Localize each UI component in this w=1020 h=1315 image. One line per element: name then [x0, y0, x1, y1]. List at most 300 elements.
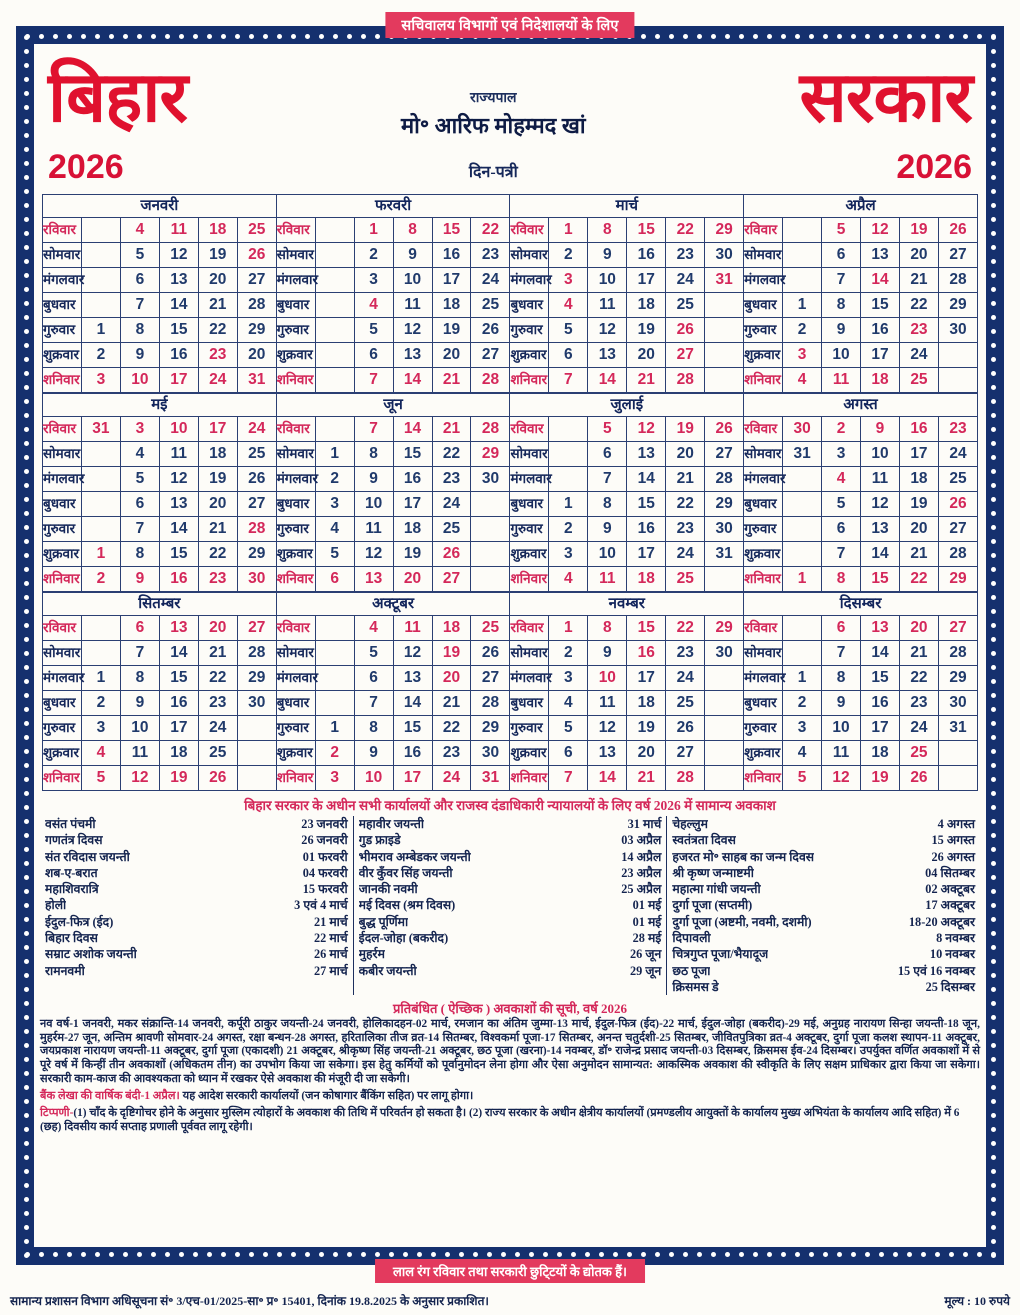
calendar-cell: 9 — [393, 243, 432, 268]
frame-dot — [291, 34, 296, 39]
calendar-cell: 28 — [237, 293, 276, 318]
calendar-cell-empty — [783, 517, 822, 542]
frame-dot — [991, 1197, 996, 1202]
calendar-cell: 1 — [315, 716, 354, 741]
holiday-name: चेहल्लुम — [672, 817, 708, 831]
calendar-cell: 22 — [198, 318, 237, 343]
frame-dot — [151, 34, 156, 39]
title-sarkar: सरकार — [799, 60, 972, 137]
calendar-cell: 12 — [588, 716, 627, 741]
calendar-cell: 28 — [471, 417, 510, 442]
calendar-cell: 28 — [666, 368, 705, 393]
day-label-रविवार: रविवार — [744, 616, 783, 641]
calendar-cell: 14 — [861, 542, 900, 567]
calendar-cell: 24 — [471, 268, 510, 293]
frame-dot — [24, 273, 29, 278]
calendar-cell: 26 — [666, 318, 705, 343]
calendar-cell: 1 — [81, 542, 120, 567]
title-bihar: बिहार — [48, 60, 188, 137]
day-label-रविवार: रविवार — [744, 417, 783, 442]
frame-dot — [165, 1252, 170, 1257]
tippani-label: टिप्पणी- — [40, 1107, 74, 1120]
holiday-name: मई दिवस (श्रम दिवस) — [358, 898, 456, 913]
day-label-सोमवार: सोमवार — [43, 442, 82, 467]
frame-dot — [991, 1043, 996, 1048]
calendar-cell: 11 — [588, 691, 627, 716]
calendar-cell: 1 — [783, 293, 822, 318]
calendar-cell: 23 — [432, 467, 471, 492]
frame-dot — [24, 973, 29, 978]
holiday-row — [672, 816, 975, 832]
holiday-row — [45, 832, 348, 848]
frame-dot — [24, 749, 29, 754]
frame-dot — [24, 847, 29, 852]
calendar-cell: 7 — [549, 766, 588, 791]
day-label-शनिवार: शनिवार — [744, 368, 783, 393]
calendar-cell: 12 — [393, 318, 432, 343]
frame-dot — [361, 34, 366, 39]
frame-dot — [991, 63, 996, 68]
frame-dot — [24, 371, 29, 376]
frame-dot — [24, 1155, 29, 1160]
calendar-cell: 26 — [198, 766, 237, 791]
calendar-cell: 21 — [432, 691, 471, 716]
calendar-cell-empty — [315, 666, 354, 691]
frame-dot — [123, 34, 128, 39]
calendar-cell-empty — [315, 268, 354, 293]
calendar-cell: 30 — [938, 318, 977, 343]
calendar-cell: 1 — [783, 666, 822, 691]
calendar-cell-empty — [81, 442, 120, 467]
calendar-cell-empty — [315, 641, 354, 666]
frame-dot — [991, 693, 996, 698]
calendar-cell: 13 — [393, 343, 432, 368]
day-label-रविवार: रविवार — [510, 616, 549, 641]
calendar-cell-empty — [81, 467, 120, 492]
day-label-शुक्रवार: शुक्रवार — [744, 542, 783, 567]
frame-dot — [991, 357, 996, 362]
calendar-cell: 15 — [861, 666, 900, 691]
month-name-मई: मई — [43, 394, 277, 417]
calendar-cell-empty — [471, 542, 510, 567]
frame-dot — [207, 1252, 212, 1257]
day-label-शनिवार: शनिवार — [510, 567, 549, 592]
frame-dot — [725, 1252, 730, 1257]
frame-dot — [991, 469, 996, 474]
calendar-cell: 17 — [861, 343, 900, 368]
bank-note — [34, 1089, 986, 1103]
holiday-date: 10 नवम्बर — [929, 947, 976, 962]
calendar-row — [43, 293, 978, 318]
frame-dot — [725, 34, 730, 39]
calendar-cell: 6 — [315, 567, 354, 592]
holiday-name: सम्राट अशोक जयन्ती — [45, 947, 137, 962]
frame-dot — [991, 343, 996, 348]
calendar-cell: 12 — [861, 492, 900, 517]
holiday-row — [672, 865, 975, 881]
frame-dot — [683, 34, 688, 39]
frame-dot — [991, 987, 996, 992]
calendar-cell: 22 — [198, 666, 237, 691]
calendar-cell: 22 — [899, 293, 938, 318]
calendar-cell: 2 — [822, 417, 861, 442]
calendar-cell: 18 — [393, 517, 432, 542]
page-subtitle: दिन-पत्री — [468, 164, 518, 181]
calendar-cell: 15 — [861, 293, 900, 318]
calendar-cell: 23 — [899, 691, 938, 716]
holiday-date: 29 जून — [630, 963, 662, 978]
calendar-cell: 2 — [315, 741, 354, 766]
calendar-cell: 5 — [120, 243, 159, 268]
day-label-बुधवार: बुधवार — [744, 293, 783, 318]
calendar-cell: 28 — [471, 691, 510, 716]
frame-dot — [333, 34, 338, 39]
holiday-row — [45, 816, 348, 832]
calendar-cell: 7 — [354, 417, 393, 442]
calendar-cell-empty — [549, 467, 588, 492]
holiday-row — [359, 897, 662, 913]
day-label-बुधवार: बुधवार — [276, 293, 315, 318]
calendar-cell: 20 — [432, 343, 471, 368]
holiday-name: हजरत मो॰ साहब का जन्म दिवस — [672, 849, 815, 864]
day-label-गुरुवार: गुरुवार — [43, 318, 82, 343]
frame-dot — [24, 735, 29, 740]
frame-dot — [655, 34, 660, 39]
frame-dot — [24, 1043, 29, 1048]
calendar-cell: 9 — [588, 243, 627, 268]
frame-dot — [851, 34, 856, 39]
day-label-सोमवार: सोमवार — [276, 442, 315, 467]
frame-dot — [389, 1252, 394, 1257]
calendar-cell: 15 — [159, 318, 198, 343]
year-right: 2026 — [896, 148, 972, 186]
calendar-cell: 17 — [627, 666, 666, 691]
calendar-cell: 10 — [822, 343, 861, 368]
calendar-row — [43, 616, 978, 641]
calendar-row — [43, 691, 978, 716]
calendar-cell: 3 — [549, 542, 588, 567]
calendar-cell: 2 — [783, 691, 822, 716]
calendar-cell: 22 — [899, 567, 938, 592]
day-label-शुक्रवार: शुक्रवार — [744, 741, 783, 766]
frame-dot — [24, 231, 29, 236]
holiday-name: शब-ए-बरात — [45, 865, 98, 880]
frame-dot — [277, 34, 282, 39]
calendar-cell: 3 — [315, 492, 354, 517]
calendar-cell: 13 — [393, 666, 432, 691]
frame-dot — [24, 875, 29, 880]
holiday-name: महावीर जयन्ती — [358, 817, 425, 831]
frame-dot — [24, 609, 29, 614]
frame-dot — [459, 1252, 464, 1257]
frame-dot — [991, 259, 996, 264]
calendar-cell: 26 — [471, 318, 510, 343]
holiday-name: ईदुल-फित्र (ईद) — [45, 914, 114, 929]
calendar-cell-empty — [549, 442, 588, 467]
calendar-cell: 2 — [315, 467, 354, 492]
month-name-जनवरी: जनवरी — [43, 195, 277, 218]
calendar-cell: 21 — [627, 766, 666, 791]
calendar-cell: 1 — [81, 318, 120, 343]
holiday-date: 15 अगस्त — [931, 833, 976, 848]
calendar-cell-empty — [315, 616, 354, 641]
frame-dot — [24, 1127, 29, 1132]
calendar-cell: 20 — [899, 517, 938, 542]
day-label-गुरुवार: गुरुवार — [276, 517, 315, 542]
frame-dot — [24, 651, 29, 656]
calendar-cell: 18 — [198, 442, 237, 467]
calendar-cell: 1 — [81, 666, 120, 691]
calendar-cell: 14 — [861, 268, 900, 293]
calendar-cell: 16 — [159, 343, 198, 368]
holidays-title: बिहार सरकार के अधीन सभी कार्यालयों और राजस्व दंडाधिकारी न्यायालयों के लिए वर्ष 2026 में सामान्य अवकाश — [244, 798, 776, 813]
day-label-बुधवार: बुधवार — [43, 691, 82, 716]
day-label-मंगलवार: मंगलवार — [510, 268, 549, 293]
calendar-cell: 7 — [120, 293, 159, 318]
frame-dot — [319, 1252, 324, 1257]
day-label-सोमवार: सोमवार — [510, 442, 549, 467]
calendar-cell: 19 — [627, 716, 666, 741]
calendar-cell: 16 — [899, 417, 938, 442]
frame-dot — [179, 34, 184, 39]
calendar-cell: 9 — [822, 318, 861, 343]
frame-dot — [24, 1253, 29, 1258]
frame-dot — [991, 1099, 996, 1104]
day-label-रविवार: रविवार — [744, 218, 783, 243]
day-label-शनिवार: शनिवार — [43, 567, 82, 592]
calendar-cell: 4 — [822, 467, 861, 492]
calendar-cell: 13 — [159, 616, 198, 641]
day-label-सोमवार: सोमवार — [276, 243, 315, 268]
calendar-cell: 21 — [666, 467, 705, 492]
day-label-शुक्रवार: शुक्रवार — [744, 343, 783, 368]
calendar-cell: 28 — [705, 467, 744, 492]
calendar-cell: 24 — [432, 492, 471, 517]
calendar-cell: 27 — [666, 741, 705, 766]
frame-dot — [24, 119, 29, 124]
frame-dot — [24, 861, 29, 866]
calendar-cell: 16 — [432, 243, 471, 268]
calendar-cell: 4 — [354, 616, 393, 641]
frame-dot — [991, 791, 996, 796]
calendar-cell: 20 — [899, 616, 938, 641]
frame-dot — [991, 287, 996, 292]
calendar-cell: 28 — [666, 766, 705, 791]
frame-dot — [991, 413, 996, 418]
calendar-cell: 23 — [198, 567, 237, 592]
frame-dot — [991, 231, 996, 236]
frame-dot — [879, 1252, 884, 1257]
frame-dot — [991, 833, 996, 838]
frame-dot — [24, 707, 29, 712]
day-label-सोमवार: सोमवार — [510, 243, 549, 268]
calendar-row — [43, 517, 978, 542]
frame-dot — [543, 1252, 548, 1257]
governor-block — [201, 66, 785, 182]
calendar-cell: 15 — [159, 666, 198, 691]
day-label-रविवार: रविवार — [510, 218, 549, 243]
frame-dot — [991, 763, 996, 768]
calendar-cell: 22 — [666, 218, 705, 243]
calendar-cell: 17 — [393, 492, 432, 517]
calendar-cell-empty — [471, 517, 510, 542]
calendar-cell: 20 — [198, 616, 237, 641]
frame-dot — [935, 1252, 940, 1257]
frame-dot — [333, 1252, 338, 1257]
frame-dot — [991, 749, 996, 754]
calendar-cell: 19 — [198, 467, 237, 492]
calendar-cell: 19 — [666, 417, 705, 442]
calendar-cell: 11 — [120, 741, 159, 766]
calendar-cell: 20 — [198, 268, 237, 293]
holidays-columns — [34, 816, 986, 995]
calendar-cell: 25 — [666, 567, 705, 592]
calendar-cell: 14 — [627, 467, 666, 492]
frame-dot — [711, 34, 716, 39]
header-ribbon: सचिवालय विभागों एवं निदेशालयों के लिए — [385, 12, 634, 38]
calendar-cell-empty — [81, 293, 120, 318]
calendar-cell: 26 — [237, 243, 276, 268]
frame-dot — [991, 805, 996, 810]
calendar-cell: 5 — [81, 766, 120, 791]
holiday-row — [672, 963, 975, 979]
calendar-cell: 15 — [627, 218, 666, 243]
frame-dot — [249, 1252, 254, 1257]
decorative-frame — [16, 26, 1004, 1265]
holiday-date: 25 दिसम्बर — [925, 979, 976, 994]
calendar-quarter-2 — [42, 393, 978, 592]
calendar-cell: 11 — [822, 368, 861, 393]
frame-dot — [24, 329, 29, 334]
holiday-name: जानकी नवमी — [358, 882, 418, 897]
frame-dot — [991, 511, 996, 516]
calendar-cell: 8 — [822, 666, 861, 691]
frame-dot — [53, 1252, 58, 1257]
frame-dot — [991, 399, 996, 404]
calendar-cell: 21 — [627, 368, 666, 393]
frame-dot — [781, 34, 786, 39]
frame-dot — [179, 1252, 184, 1257]
calendar-cell: 10 — [861, 442, 900, 467]
frame-dot — [795, 1252, 800, 1257]
day-label-शनिवार: शनिवार — [744, 567, 783, 592]
frame-dot — [375, 1252, 380, 1257]
calendar-cell: 15 — [627, 616, 666, 641]
calendar-cell: 25 — [237, 218, 276, 243]
frame-dot — [137, 34, 142, 39]
calendar-cell: 13 — [627, 442, 666, 467]
day-label-बुधवार: बुधवार — [43, 492, 82, 517]
calendar-cell: 31 — [471, 766, 510, 791]
holiday-row — [672, 897, 975, 913]
calendar-cell: 16 — [393, 467, 432, 492]
calendar-cell: 27 — [432, 567, 471, 592]
frame-dot — [24, 679, 29, 684]
frame-dot — [949, 34, 954, 39]
holiday-date: 22 मार्च — [313, 931, 348, 946]
tippani-text: (1) चाँद के दृष्टिगोचर होने के अनुसार मुस्लिम त्योहारों के अवकाश की तिथि में परिवर्तन हो सकता है। (2) राज्य सरकार के अधीन क्षेत्रीय कार्यालयों (प्रमण्डलीय आयुक्तों के कार्यालय मुख्य अभियंता के कार्यालय आदि सहित) में 6 (छह) दिवसीय कार्य सप्ताह प्रणाली पूर्ववत लागू रहेगी। — [40, 1107, 960, 1134]
calendar-cell: 5 — [822, 492, 861, 517]
calendar-cell: 9 — [354, 467, 393, 492]
calendar-cell: 18 — [861, 741, 900, 766]
day-label-रविवार: रविवार — [43, 218, 82, 243]
frame-dot — [24, 133, 29, 138]
calendar-cell: 15 — [159, 542, 198, 567]
frame-dot — [263, 1252, 268, 1257]
holiday-name: महाशिवरात्रि — [45, 882, 99, 897]
calendar-cell: 5 — [588, 417, 627, 442]
frame-dot — [991, 105, 996, 110]
holiday-date: 21 मार्च — [313, 914, 348, 929]
frame-dot — [991, 1071, 996, 1076]
calendar-cell: 1 — [354, 218, 393, 243]
frame-dot — [991, 217, 996, 222]
calendar-cell: 15 — [627, 492, 666, 517]
calendar-grids — [34, 194, 986, 791]
frame-dot — [991, 1155, 996, 1160]
frame-dot — [991, 819, 996, 824]
calendar-cell: 4 — [549, 691, 588, 716]
frame-dot — [991, 665, 996, 670]
holiday-name: संत रविदास जयन्ती — [45, 849, 130, 864]
calendar-cell: 9 — [822, 691, 861, 716]
frame-dot — [991, 371, 996, 376]
day-label-मंगलवार: मंगलवार — [744, 666, 783, 691]
frame-dot — [24, 637, 29, 642]
frame-dot — [613, 1252, 618, 1257]
calendar-cell: 25 — [198, 741, 237, 766]
day-label-गुरुवार: गुरुवार — [744, 318, 783, 343]
frame-dot — [669, 34, 674, 39]
holiday-row — [359, 963, 662, 979]
calendar-cell: 30 — [471, 741, 510, 766]
day-label-मंगलवार: मंगलवार — [744, 467, 783, 492]
day-label-शनिवार: शनिवार — [43, 368, 82, 393]
frame-dot — [991, 497, 996, 502]
frame-dot — [39, 34, 44, 39]
frame-dot — [991, 1029, 996, 1034]
frame-dot — [24, 189, 29, 194]
frame-dot — [991, 1211, 996, 1216]
day-label-रविवार: रविवार — [510, 417, 549, 442]
calendar-cell: 29 — [705, 616, 744, 641]
frame-dot — [24, 175, 29, 180]
calendar-cell: 15 — [393, 442, 432, 467]
footer-price: मूल्य : 10 रुपये — [944, 1294, 1010, 1308]
frame-dot — [991, 245, 996, 250]
frame-dot — [221, 34, 226, 39]
calendar-cell: 26 — [471, 641, 510, 666]
calendar-row — [43, 268, 978, 293]
frame-dot — [991, 651, 996, 656]
holiday-date: 04 फरवरी — [302, 865, 348, 880]
calendar-cell: 29 — [237, 542, 276, 567]
calendar-cell: 12 — [120, 766, 159, 791]
frame-dot — [991, 441, 996, 446]
frame-dot — [24, 1085, 29, 1090]
calendar-cell: 6 — [549, 741, 588, 766]
calendar-cell: 22 — [198, 542, 237, 567]
calendar-row — [43, 368, 978, 393]
calendar-cell: 14 — [588, 368, 627, 393]
calendar-cell: 24 — [198, 716, 237, 741]
day-label-शनिवार: शनिवार — [510, 368, 549, 393]
frame-dot — [991, 931, 996, 936]
calendar-cell: 14 — [393, 368, 432, 393]
frame-dot — [991, 903, 996, 908]
calendar-cell: 26 — [666, 716, 705, 741]
frame-dot — [809, 1252, 814, 1257]
